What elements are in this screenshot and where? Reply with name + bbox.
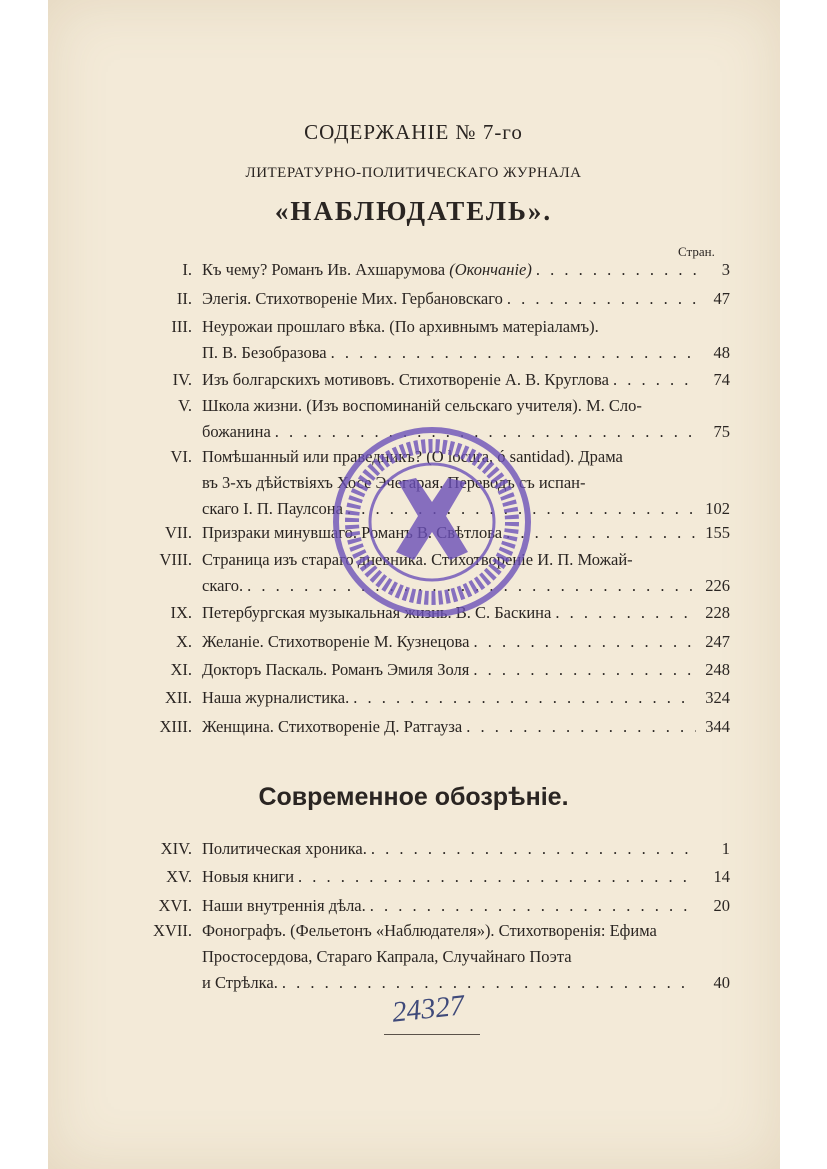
divider: [384, 1034, 480, 1035]
entry-title: Петербургская музыкальная жизнь. В. С. Баскина: [202, 603, 552, 622]
dot-leader: [294, 864, 696, 890]
dot-leader: [532, 257, 696, 283]
entry-page: 3: [721, 260, 730, 279]
entry-title-line-1: Помѣшанный или праведникъ? (O locura, ó santidad). Драма: [202, 447, 623, 466]
entry-title: Женщина. Стихотвореніе Д. Ратгауза: [202, 717, 463, 736]
journal-name: «НАБЛЮДАТЕЛЬ».: [274, 196, 553, 226]
entry-title: Докторъ Паскаль. Романъ Эмиля Золя: [202, 660, 470, 679]
entry-page: 20: [713, 896, 730, 915]
dot-leader: [551, 600, 696, 626]
entry-title: Элегія. Стихотвореніе Мих. Гербановскаго: [202, 289, 503, 308]
entry-title-line-2: божанина: [202, 422, 271, 441]
entry-page: 47: [713, 289, 730, 308]
entry-page: 247: [705, 632, 730, 651]
page-column-label: Стран.: [678, 244, 715, 259]
entry-page: 344: [705, 717, 730, 736]
entry-number: XI.: [170, 660, 192, 679]
entry-number: IX.: [170, 603, 192, 622]
entry-number: V.: [178, 396, 192, 415]
entry-title-line-1: Фонографъ. (Фельетонъ «Наблюдателя»). Стихотворенія: Ефима: [202, 921, 657, 940]
entry-number: III.: [171, 317, 192, 336]
entry-title: Наши внутреннія дѣла.: [202, 896, 366, 915]
review-section-heading: Современное обозрѣніе.: [258, 783, 569, 811]
dot-leader: [469, 657, 696, 683]
entry-title-line-2: Простосердова, Стараго Капрала, Случайнаго Поэта: [202, 947, 572, 966]
entry-title-line-2: въ 3-хъ дѣйствіяхъ Хосе Эчегарая. Переводъ съ испан-: [202, 473, 586, 492]
entry-page: 1: [721, 839, 730, 858]
entry-number: XIV.: [160, 839, 192, 858]
entry-page: 75: [713, 422, 730, 441]
entry-title-line-3: и Стрѣлка.: [202, 973, 278, 992]
entry-page: 102: [705, 499, 730, 518]
entry-page: 74: [713, 370, 730, 389]
entry-title-line-3: скаго І. П. Паулсона: [202, 499, 343, 518]
entry-number: XII.: [164, 688, 192, 707]
entry-number: XV.: [166, 867, 192, 886]
entry-title-line-1: Страница изъ стараго дневника. Стихотвореніе И. П. Можай-: [202, 550, 633, 569]
dot-leader: [503, 286, 696, 312]
entry-page: 14: [713, 867, 730, 886]
entry-italic-note: (Окончаніе): [449, 260, 532, 279]
entry-number: IV.: [172, 370, 192, 389]
entry-title: Новыя книги: [202, 867, 295, 886]
contents-title: СОДЕРЖАНІЕ № 7-го: [304, 120, 523, 144]
entry-title: Политическая хроника.: [202, 839, 367, 858]
entry-number: XVII.: [153, 921, 192, 940]
entry-page: 48: [713, 343, 730, 362]
entry-title: Изъ болгарскихъ мотивовъ. Стихотвореніе А. В. Круглова: [202, 370, 609, 389]
entry-title-line-2: П. В. Безобразова: [202, 343, 327, 362]
entry-number: X.: [175, 632, 192, 651]
dot-leader: [349, 685, 696, 711]
entry-number: XIII.: [159, 717, 192, 736]
entry-page: 228: [705, 603, 730, 622]
dot-leader: [469, 629, 696, 655]
entry-title-line-1: Школа жизни. (Изъ воспоминаній сельскаго учителя). М. Сло-: [202, 396, 642, 415]
entry-page: 155: [705, 523, 730, 542]
entry-number: VIII.: [159, 550, 192, 569]
entry-page: 226: [705, 576, 730, 595]
entry-title: Призраки минувшаго. Романъ В. Свѣтлова: [202, 523, 503, 542]
entry-title: Къ чему? Романъ Ив. Ахшарумова: [202, 260, 446, 279]
entry-title: Наша журналистика.: [202, 688, 350, 707]
stamp-cross-icon: [396, 478, 468, 560]
entry-page: 40: [713, 973, 730, 992]
dot-leader: [462, 714, 696, 740]
handwritten-inventory-number: 24327: [390, 989, 466, 1029]
journal-subtitle: ЛИТЕРАТУРНО-ПОЛИТИЧЕСКАГО ЖУРНАЛА: [245, 165, 582, 181]
entry-page: 324: [705, 688, 730, 707]
entry-page: 248: [705, 660, 730, 679]
dot-leader: [278, 970, 696, 996]
entry-number: XVI.: [158, 896, 192, 915]
dot-leader: [327, 340, 696, 366]
entry-title: Желаніе. Стихотвореніе М. Кузнецова: [202, 632, 470, 651]
dot-leader: [609, 367, 696, 393]
entry-title-line-1: Неурожаи прошлаго вѣка. (По архивнымъ матеріаламъ).: [202, 317, 599, 336]
entry-number: VII.: [164, 523, 192, 542]
entry-number: I.: [182, 260, 192, 279]
library-stamp: [328, 418, 536, 626]
entry-number: II.: [176, 289, 192, 308]
entry-number: VI.: [170, 447, 192, 466]
entry-title-line-2: скаго.: [202, 576, 244, 595]
dot-leader: [366, 893, 696, 919]
dot-leader: [367, 836, 696, 862]
